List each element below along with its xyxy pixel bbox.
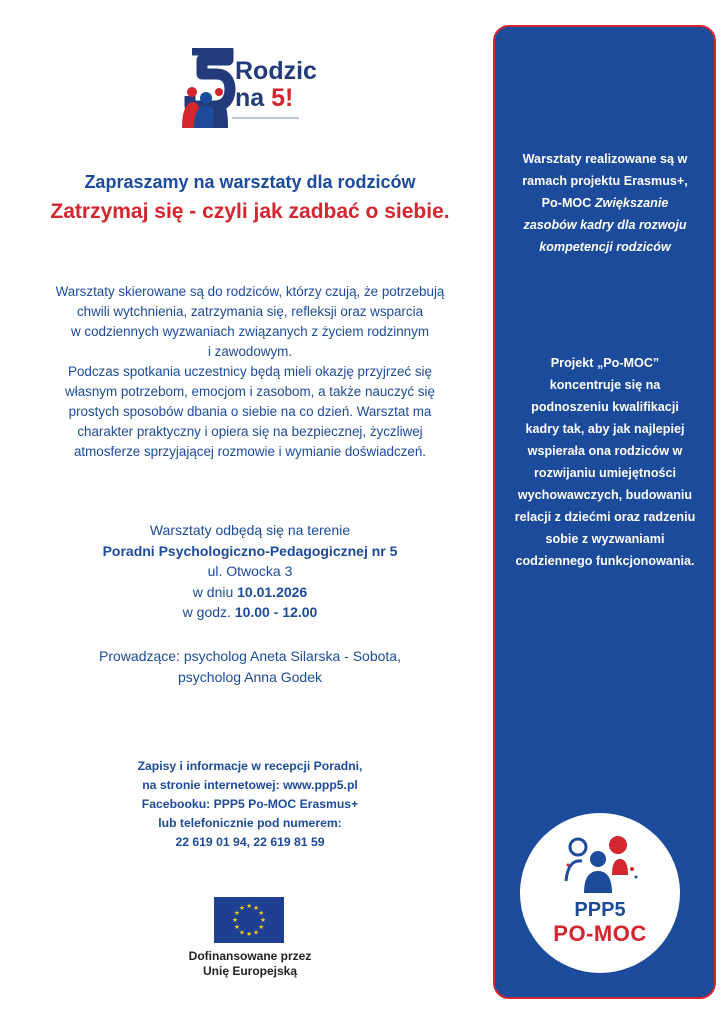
leaders-line: psycholog Anna Godek	[178, 668, 322, 685]
project-info-panel	[493, 25, 716, 999]
project-description-line: relacji z dziećmi oraz radzeniu	[514, 510, 696, 524]
badge-title: PPP5	[574, 899, 626, 921]
logo-underline	[232, 117, 299, 119]
eu-star-icon: ★	[258, 924, 265, 932]
project-intro-line: Warsztaty realizowane są w	[522, 152, 688, 166]
description-line: chwili wytchnienia, zatrzymania się, refleksji oraz wsparcia	[76, 304, 424, 319]
workshop-details	[0, 520, 500, 623]
description-line: atmosferze sprzyjającej rozmowie i wymianie doświadczeń.	[73, 444, 426, 459]
contact-line: Facebooku: PPP5 Po-MOC Erasmus+	[141, 797, 359, 811]
project-intro-line: Po-MOC Zwiększanie	[541, 196, 669, 210]
project-description	[505, 352, 705, 572]
eu-star-icon: ★	[239, 929, 245, 937]
project-description-line: wychowawczych, budowaniu	[517, 488, 693, 502]
description-line: Warsztaty skierowane są do rodziców, którzy czują, że potrzebują	[55, 284, 445, 299]
leaders	[0, 646, 500, 687]
details-place: Poradni Psychologiczno-Pedagogicznej nr 5	[102, 542, 398, 559]
contact-line: Zapisy i informacje w recepcji Poradni,	[137, 759, 363, 773]
contact-line: na stronie internetowej: www.ppp5.pl	[142, 778, 358, 792]
project-intro-line: zasobów kadry dla rozwoju	[523, 218, 687, 232]
logo-accent: 5!	[271, 84, 294, 112]
workshop-title: Zatrzymaj się - czyli jak zadbać o siebie.	[50, 200, 450, 223]
eu-star-icon: ★	[246, 931, 252, 939]
contact-phones: 22 619 01 94, 22 619 81 59	[175, 835, 325, 849]
project-intro-line: kompetencji rodziców	[539, 240, 671, 254]
eu-flag-icon	[214, 897, 284, 943]
description-line: charakter praktyczny i opiera się na bezpiecznej, życzliwej	[77, 424, 423, 439]
project-intro-line: ramach projektu Erasmus+,	[522, 174, 688, 188]
project-description-line: codziennego funkcjonowania.	[515, 554, 695, 568]
logo-text	[235, 58, 317, 112]
contact-line: lub telefonicznie pod numerem:	[158, 816, 342, 830]
details-date: w dniu 10.01.2026	[192, 583, 308, 600]
description-line: prostych sposobów dbania o siebie na co dzień. Warsztat ma	[68, 404, 432, 419]
eu-caption-line1: Dofinansowane przez	[188, 949, 312, 963]
details-address: ul. Otwocka 3	[207, 563, 293, 579]
people-group-icon	[560, 831, 640, 893]
eu-star-icon: ★	[253, 905, 259, 913]
eu-star-icon: ★	[239, 905, 245, 913]
contact-info	[0, 757, 500, 852]
description-line: własnym potrzebom, emocjom i zasobom, a także nauczyć się	[65, 384, 435, 399]
eu-star-icon: ★	[233, 924, 240, 932]
project-description-line: Projekt „Po-MOC”	[550, 356, 660, 370]
eu-star-icon: ★	[233, 910, 240, 918]
eu-star-icon: ★	[253, 929, 259, 937]
project-description-line: kadry tak, aby jak najlepiej	[525, 422, 685, 436]
leaders-line: Prowadzące: psycholog Aneta Silarska - Sobota,	[99, 648, 401, 664]
project-description-line: podnoszeniu kwalifikacji	[531, 400, 679, 414]
project-description-line: sobie z wyzwaniami	[545, 532, 665, 546]
badge-subtitle: PO-MOC	[553, 921, 647, 946]
details-intro: Warsztaty odbędą się na terenie	[149, 522, 351, 538]
description-line: i zawodowym.	[207, 344, 293, 359]
eu-star-icon: ★	[246, 903, 252, 911]
description-line: w codziennych wyzwaniach związanych z życiem rodzinnym	[71, 324, 429, 339]
project-description-line: wspierała ona rodziców w	[527, 444, 683, 458]
project-description-line: rozwijaniu umiejętności	[533, 466, 677, 480]
details-time: w godz. 10.00 - 12.00	[182, 604, 318, 620]
eu-star-icon: ★	[258, 910, 265, 918]
eu-caption-line2: Unię Europejską	[202, 964, 298, 978]
ppp5-pomoc-badge	[520, 813, 680, 973]
logo-line1: Rodzic	[235, 57, 317, 85]
description-line: Podczas spotkania uczestnicy będą mieli okazję przyjrzeć się	[68, 364, 432, 379]
eu-star-icon: ★	[260, 917, 266, 925]
invite-heading: Zapraszamy na warsztaty dla rodziców	[84, 172, 416, 192]
project-description-line: koncentruje się na	[549, 378, 661, 392]
description	[30, 282, 470, 462]
logo-line2: na 5!	[235, 84, 294, 112]
project-intro	[505, 148, 705, 258]
eu-star-icon: ★	[232, 917, 238, 925]
eu-caption	[150, 949, 350, 979]
